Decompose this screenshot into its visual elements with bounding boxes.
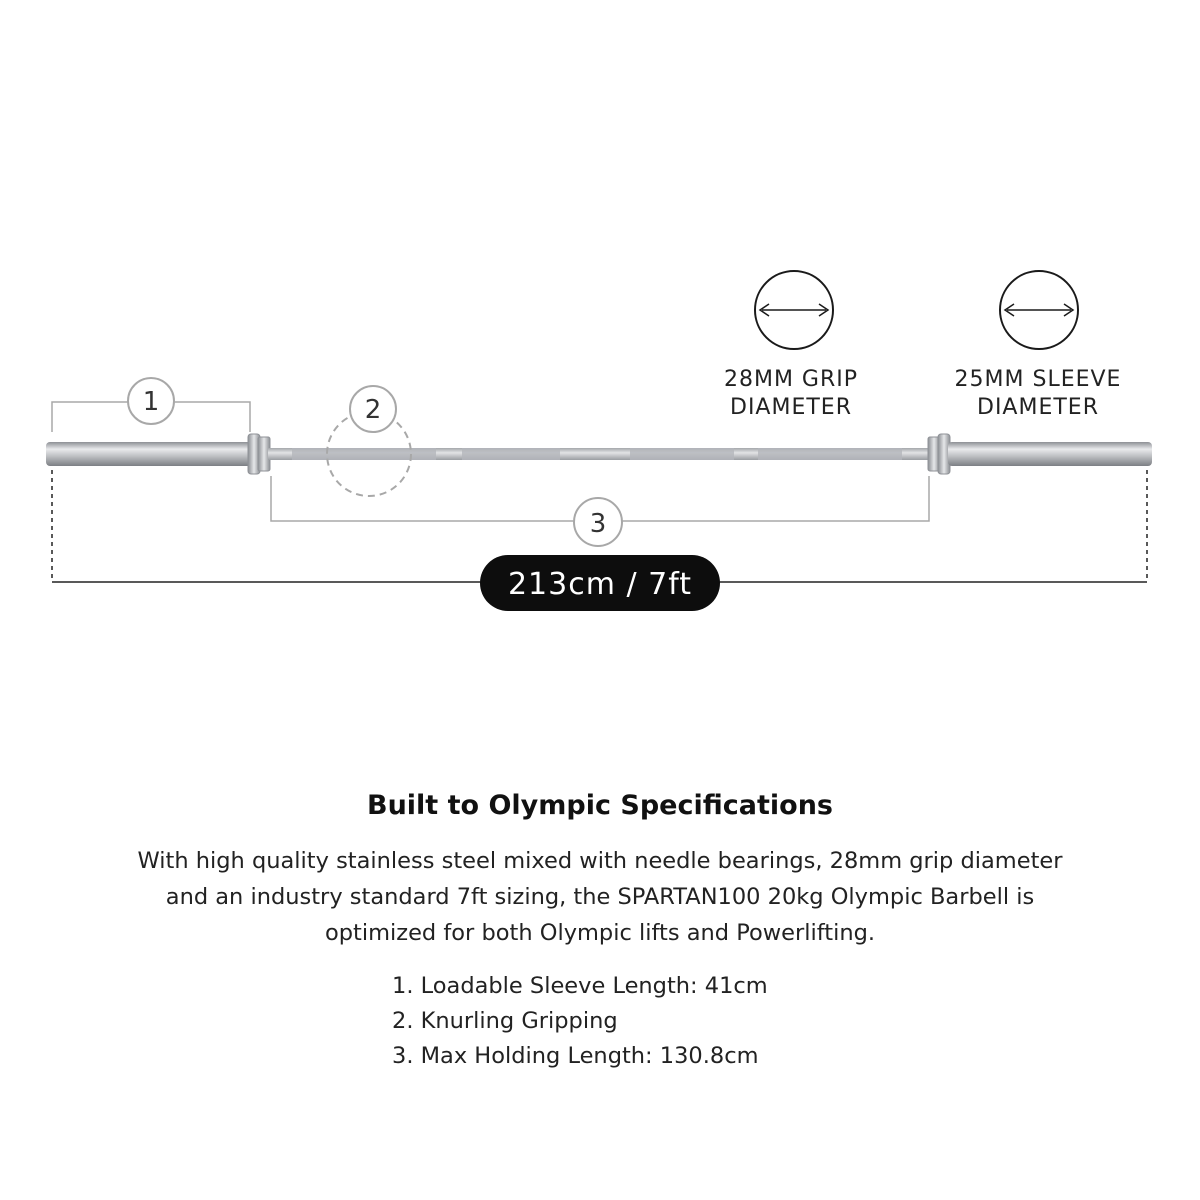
spec-title: Built to Olympic Specifications bbox=[367, 790, 833, 821]
knurl-center-left bbox=[462, 448, 560, 460]
knurling-callout bbox=[327, 386, 411, 496]
list-item: 1. Loadable Sleeve Length: 41cm bbox=[392, 973, 768, 999]
grip-diameter-line1: 28MM GRIP bbox=[723, 367, 859, 392]
sleeve-marker-number: 1 bbox=[142, 387, 160, 417]
grip-diameter-callout bbox=[724, 271, 858, 420]
double-arrow-icon bbox=[755, 271, 833, 349]
holding-length-callout bbox=[271, 476, 929, 546]
list-item: 3. Max Holding Length: 130.8cm bbox=[392, 1043, 759, 1069]
sleeve-diameter-line1: 25MM SLEEVE bbox=[954, 367, 1122, 392]
grip-diameter-line2: DIAMETER bbox=[730, 395, 852, 420]
right-sleeve bbox=[948, 442, 1152, 466]
spec-section bbox=[0, 790, 1200, 1074]
knurling-marker-number: 2 bbox=[364, 395, 382, 425]
knurl-right bbox=[758, 448, 902, 460]
knurl-center-right bbox=[630, 448, 734, 460]
spec-description: With high quality stainless steel mixed with needle bearings, 28mm grip diameter and an industry standard 7ft sizing, the SPARTAN100 20kg Olympic Barbell is optimized for both Olympic lifts and Powerlifting. bbox=[137, 848, 1063, 946]
knurl-left bbox=[292, 448, 436, 460]
holding-marker-number: 3 bbox=[589, 509, 607, 539]
spec-list bbox=[392, 969, 1200, 1074]
barbell bbox=[46, 434, 1152, 474]
total-length-label: 213cm / 7ft bbox=[507, 567, 693, 602]
left-sleeve bbox=[46, 442, 252, 466]
sleeve-diameter-line2: DIAMETER bbox=[977, 395, 1099, 420]
list-item: 2. Knurling Gripping bbox=[392, 1008, 618, 1034]
sleeve-diameter-callout bbox=[955, 271, 1122, 420]
sleeve-length-callout bbox=[52, 378, 250, 432]
double-arrow-icon bbox=[1000, 271, 1078, 349]
